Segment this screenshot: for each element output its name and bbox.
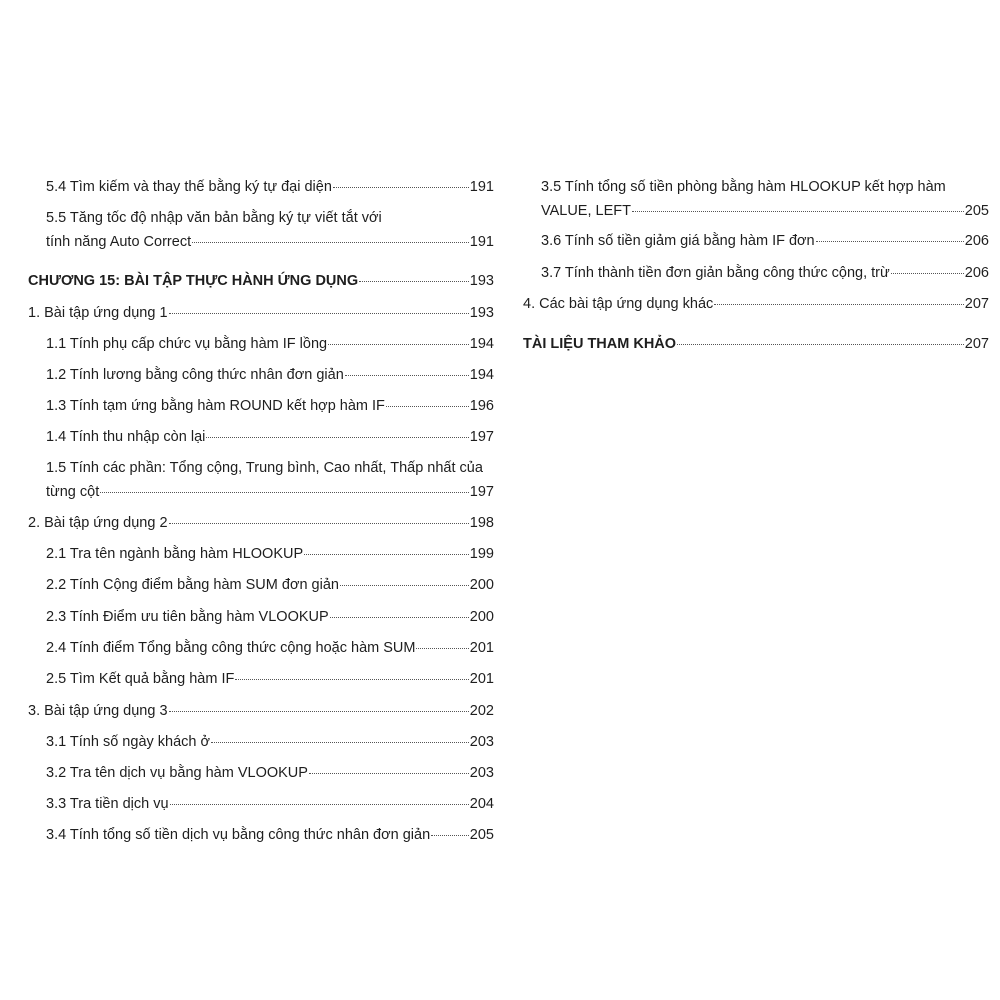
toc-entry[interactable]: [28, 823, 494, 847]
leader-dots: [677, 344, 964, 345]
toc-entry-page: 194: [469, 336, 494, 352]
toc-entry-page: 200: [469, 609, 494, 625]
toc-chapter-entry[interactable]: [28, 269, 494, 293]
toc-entry-title: 3.3 Tra tiền dịch vụ: [46, 796, 169, 812]
toc-entry-title: 1.2 Tính lương bằng công thức nhân đơn giản: [46, 367, 344, 383]
toc-entry[interactable]: [523, 261, 989, 285]
toc-entry-title: 5.4 Tìm kiếm và thay thế bằng ký tự đại diện: [46, 179, 332, 195]
toc-entry-page: 205: [964, 203, 989, 219]
toc-entry-page: 197: [469, 429, 494, 445]
toc-entry[interactable]: [28, 206, 494, 254]
toc-entry-title: 2.3 Tính Điểm ưu tiên bằng hàm VLOOKUP: [46, 609, 329, 625]
toc-entry-title: 3. Bài tập ứng dụng 3: [28, 703, 168, 719]
leader-dots: [169, 711, 469, 712]
leader-dots: [386, 406, 469, 407]
leader-dots: [431, 835, 469, 836]
leader-dots: [330, 617, 469, 618]
toc-entry-page: 200: [469, 577, 494, 593]
leader-dots: [340, 585, 469, 586]
toc-entry-title: 2. Bài tập ứng dụng 2: [28, 515, 168, 531]
toc-section-entry[interactable]: [523, 292, 989, 316]
toc-entry-title: 2.4 Tính điểm Tổng bằng công thức cộng hoặc hàm SUM: [46, 640, 416, 656]
toc-entry-page: 206: [964, 233, 989, 249]
toc-entry-title: 1.3 Tính tạm ứng bằng hàm ROUND kết hợp hàm IF: [46, 398, 385, 414]
toc-entry-title-line2: tính năng Auto Correct: [46, 234, 192, 250]
toc-entry-title-line2: từng cột: [46, 484, 100, 500]
toc-entry[interactable]: [28, 636, 494, 660]
toc-entry-title: 3.4 Tính tổng số tiền dịch vụ bằng công thức nhân đơn giản: [46, 827, 431, 843]
toc-entry-page: 207: [964, 336, 989, 352]
toc-entry-title: 3.7 Tính thành tiền đơn giản bằng công thức cộng, trừ: [541, 265, 890, 281]
leader-dots: [416, 648, 468, 649]
toc-entry-page: 202: [469, 703, 494, 719]
toc-entry-title: 1.1 Tính phụ cấp chức vụ bằng hàm IF lồng: [46, 336, 328, 352]
toc-entry-title: 3.1 Tính số ngày khách ở: [46, 734, 211, 750]
leader-dots: [100, 492, 469, 493]
toc-section-entry[interactable]: [28, 699, 494, 723]
toc-entry[interactable]: [28, 667, 494, 691]
leader-dots: [816, 241, 964, 242]
leader-dots: [309, 773, 469, 774]
toc-entry[interactable]: [28, 175, 494, 199]
toc-entry[interactable]: [28, 456, 494, 504]
toc-entry[interactable]: [28, 425, 494, 449]
toc-entry-page: 193: [469, 273, 494, 289]
toc-entry-title: 1. Bài tập ứng dụng 1: [28, 305, 168, 321]
leader-dots: [345, 375, 469, 376]
toc-entry-page: 206: [964, 265, 989, 281]
toc-entry[interactable]: [28, 792, 494, 816]
leader-dots: [714, 304, 964, 305]
toc-entry[interactable]: [28, 394, 494, 418]
toc-entry[interactable]: [28, 761, 494, 785]
leader-dots: [169, 313, 469, 314]
toc-entry-title: 4. Các bài tập ứng dụng khác: [523, 296, 714, 312]
toc-entry-page: 199: [469, 546, 494, 562]
toc-entry-page: 191: [469, 234, 494, 250]
toc-chapter-title: CHƯƠNG 15: BÀI TẬP THỰC HÀNH ỨNG DỤNG: [28, 273, 359, 289]
toc-entry-page: 203: [469, 734, 494, 750]
leader-dots: [169, 523, 469, 524]
toc-entry-page: 207: [964, 296, 989, 312]
toc-entry-page: 201: [469, 640, 494, 656]
toc-entry-page: 191: [469, 179, 494, 195]
toc-entry-title: 3.6 Tính số tiền giảm giá bằng hàm IF đơn: [541, 233, 815, 249]
toc-entry-page: 194: [469, 367, 494, 383]
toc-chapter-entry[interactable]: [523, 332, 989, 356]
leader-dots: [170, 804, 469, 805]
toc-entry[interactable]: [28, 573, 494, 597]
toc-chapter-title: TÀI LIỆU THAM KHẢO: [523, 336, 677, 352]
toc-entry[interactable]: [28, 605, 494, 629]
toc-entry-page: 198: [469, 515, 494, 531]
toc-entry[interactable]: [28, 332, 494, 356]
leader-dots: [632, 211, 964, 212]
leader-dots: [192, 242, 469, 243]
leader-dots: [359, 281, 469, 282]
toc-entry[interactable]: [28, 542, 494, 566]
toc-entry-page: 203: [469, 765, 494, 781]
leader-dots: [333, 187, 469, 188]
toc-entry[interactable]: [523, 175, 989, 223]
toc-entry-page: 193: [469, 305, 494, 321]
toc-entry-title: 3.2 Tra tên dịch vụ bằng hàm VLOOKUP: [46, 765, 308, 781]
toc-entry-title-line1: 5.5 Tăng tốc độ nhập văn bản bằng ký tự viết tắt với: [46, 210, 382, 226]
toc-entry[interactable]: [28, 363, 494, 387]
leader-dots: [206, 437, 468, 438]
toc-entry[interactable]: [523, 229, 989, 253]
toc-entry-page: 205: [469, 827, 494, 843]
toc-entry-page: 196: [469, 398, 494, 414]
toc-entry-title-line1: 3.5 Tính tổng số tiền phòng bằng hàm HLOOKUP kết hợp hàm: [541, 179, 946, 195]
toc-entry-title: 1.4 Tính thu nhập còn lại: [46, 429, 206, 445]
leader-dots: [304, 554, 469, 555]
toc-entry-title: 2.1 Tra tên ngành bằng hàm HLOOKUP: [46, 546, 304, 562]
toc-entry-title-line2: VALUE, LEFT: [541, 203, 631, 219]
toc-entry[interactable]: [28, 730, 494, 754]
toc-entry-page: 197: [469, 484, 494, 500]
leader-dots: [891, 273, 964, 274]
leader-dots: [235, 679, 468, 680]
toc-entry-page: 204: [469, 796, 494, 812]
leader-dots: [211, 742, 469, 743]
leader-dots: [328, 344, 469, 345]
toc-entry-title-line1: 1.5 Tính các phần: Tổng cộng, Trung bình, Cao nhất, Thấp nhất của: [46, 460, 483, 476]
toc-section-entry[interactable]: [28, 301, 494, 325]
toc-entry-page: 201: [469, 671, 494, 687]
toc-entry-title: 2.5 Tìm Kết quả bằng hàm IF: [46, 671, 235, 687]
toc-section-entry[interactable]: [28, 511, 494, 535]
toc-entry-title: 2.2 Tính Cộng điểm bằng hàm SUM đơn giản: [46, 577, 339, 593]
